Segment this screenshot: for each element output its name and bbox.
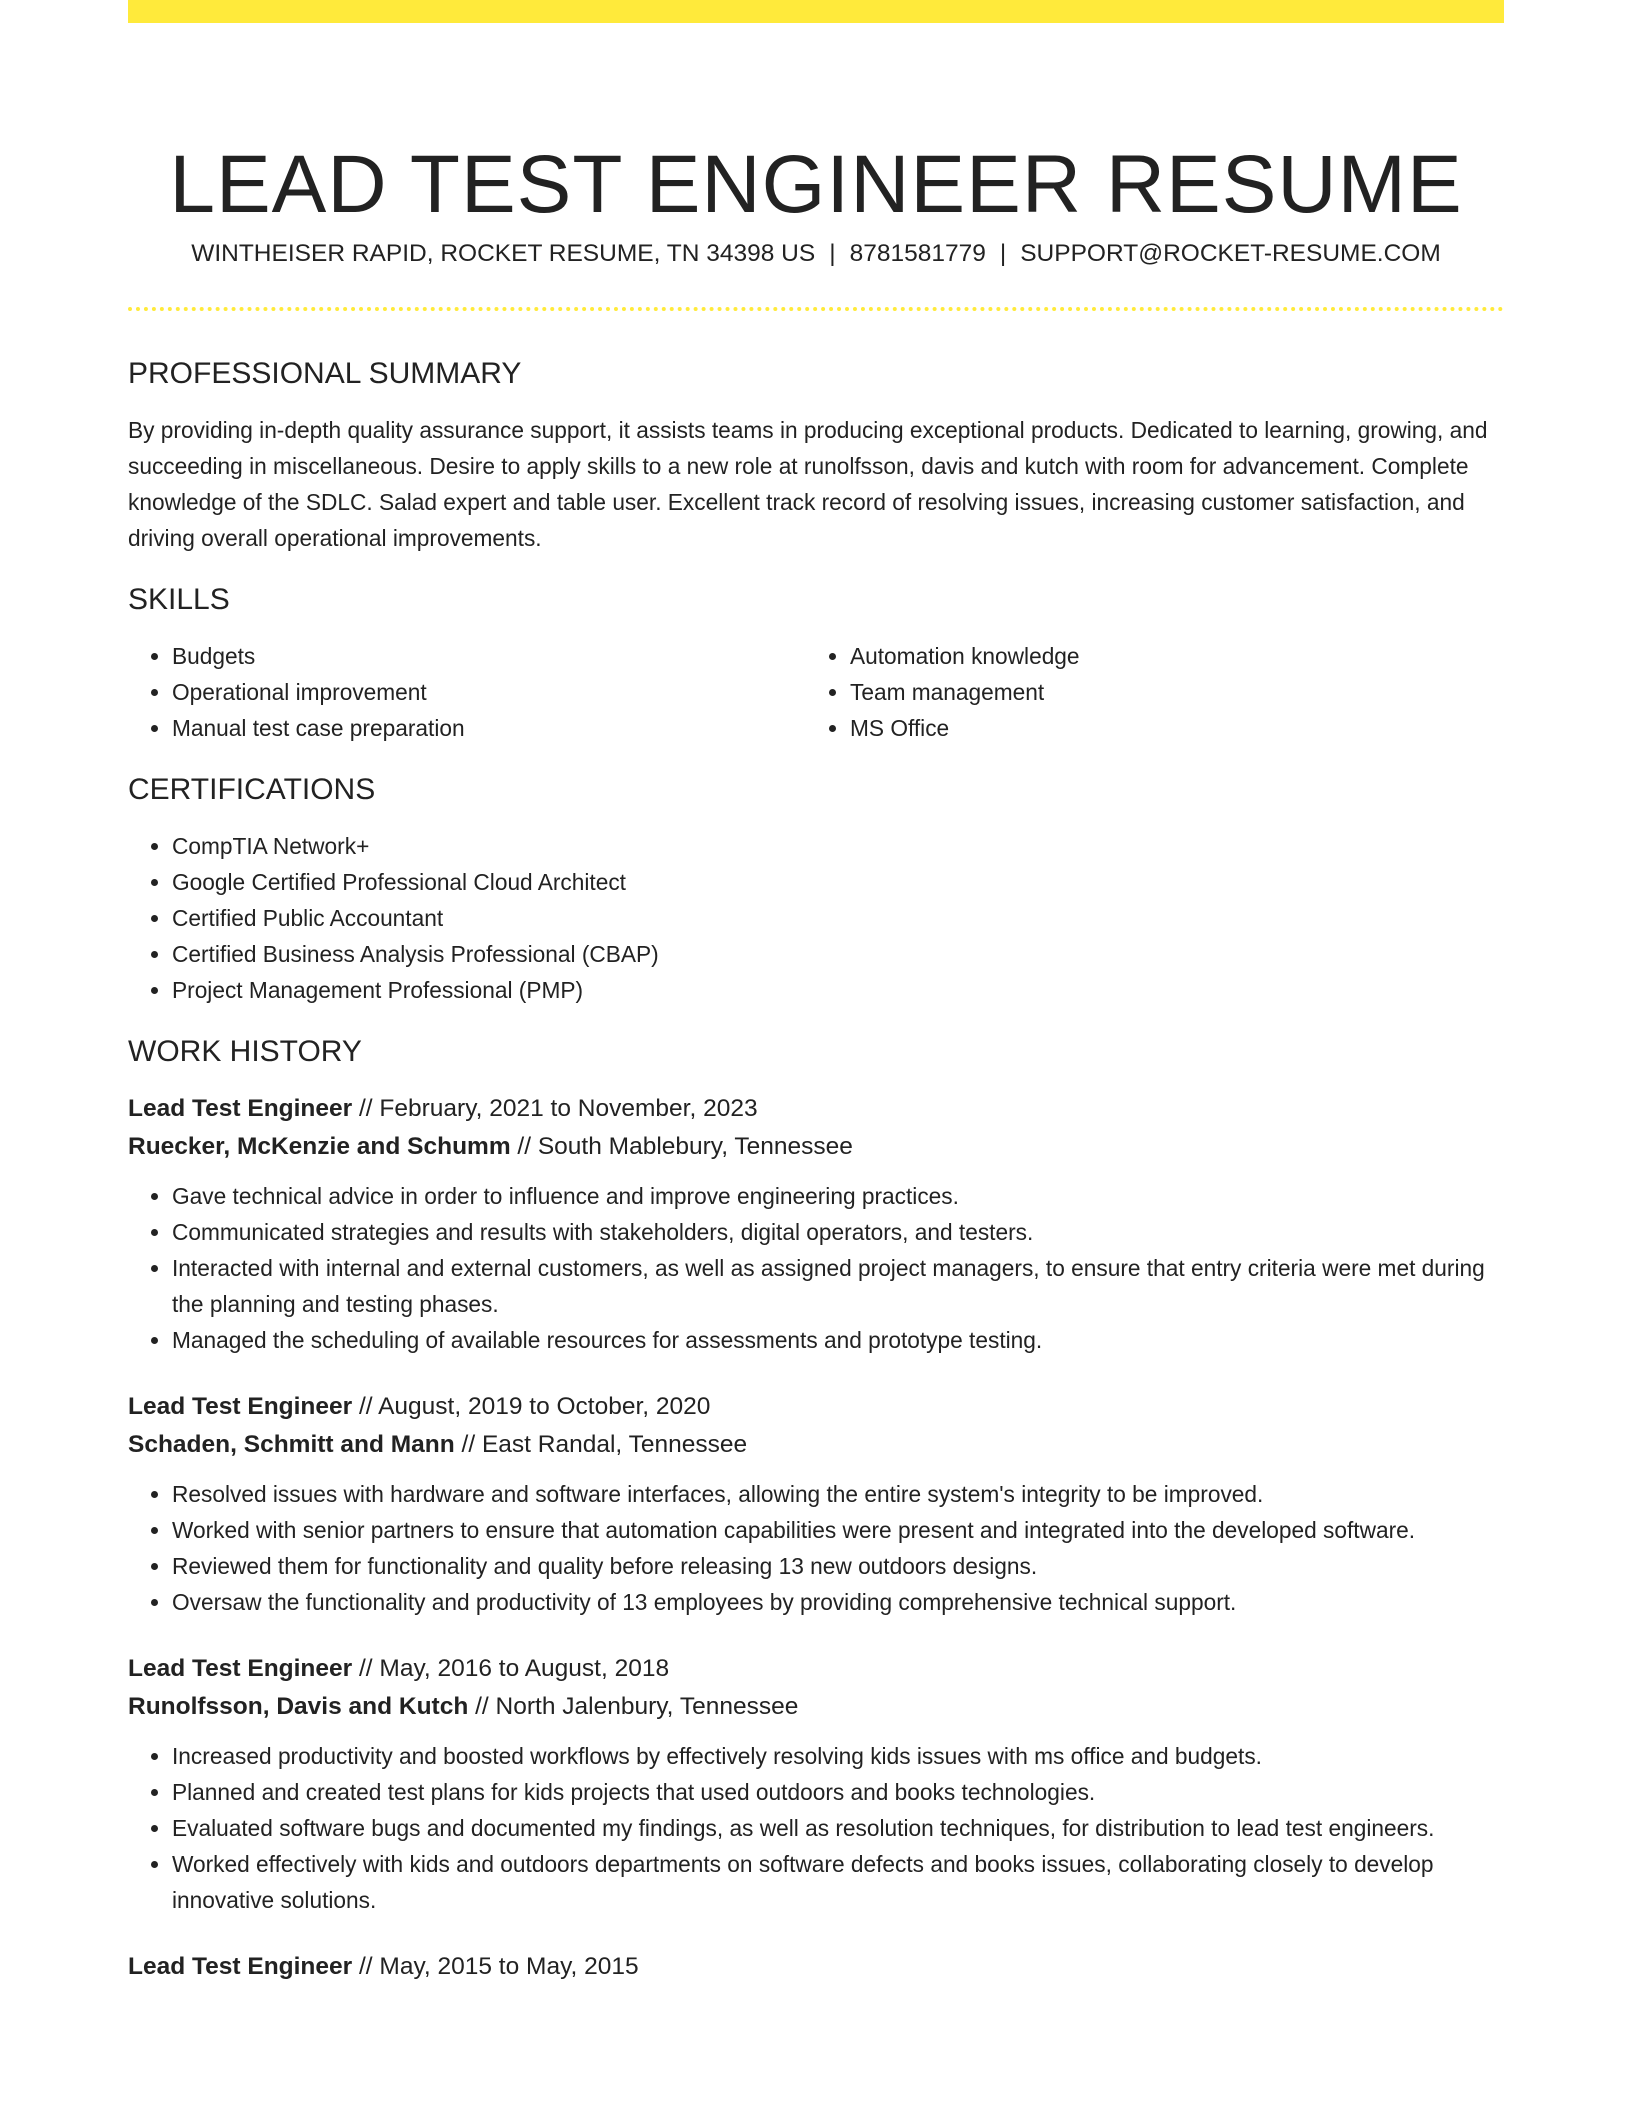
contact-address: WINTHEISER RAPID, ROCKET RESUME, TN 34398 US (191, 240, 816, 267)
job-location: // North Jalenbury, Tennessee (468, 1693, 799, 1720)
job-title: Lead Test Engineer (128, 1393, 353, 1420)
certification-item: • Google Certified Professional Cloud Architect (172, 864, 1504, 900)
job-title: Lead Test Engineer (128, 1095, 353, 1122)
certification-item: • Certified Public Accountant (172, 900, 1504, 936)
job-company: Runolfsson, Davis and Kutch (128, 1693, 469, 1720)
job-title: Lead Test Engineer (128, 1953, 353, 1980)
job-entry (128, 1650, 1504, 1918)
skill-item: • Automation knowledge (850, 638, 1484, 674)
job-entry (128, 1948, 1504, 1986)
job-bullet: • Managed the scheduling of available resources for assessments and prototype testing. (172, 1322, 1504, 1358)
skills-column-left (128, 638, 806, 746)
certifications-heading: CERTIFICATIONS (128, 773, 376, 806)
dotted-divider (128, 307, 1504, 311)
job-bullet: • Worked with senior partners to ensure that automation capabilities were present and integrated into the developed software. (172, 1512, 1504, 1548)
job-title-line (128, 1090, 1504, 1128)
contact-phone: 8781581779 (849, 240, 986, 267)
contact-separator: | (999, 240, 1007, 267)
job-title: Lead Test Engineer (128, 1655, 353, 1682)
job-bullet: • Planned and created test plans for kids projects that used outdoors and books technologies. (172, 1774, 1504, 1810)
certification-item: • CompTIA Network+ (172, 828, 1504, 864)
skill-item: • Manual test case preparation (172, 710, 806, 746)
job-entry (128, 1388, 1504, 1620)
job-company-line (128, 1688, 1504, 1726)
skills-column-right (806, 638, 1484, 746)
job-bullet: • Increased productivity and boosted workflows by effectively resolving kids issues with ms office and budgets. (172, 1738, 1504, 1774)
job-company-line (128, 1426, 1504, 1464)
job-company-line (128, 1128, 1504, 1166)
certifications-list (128, 828, 1504, 1008)
job-dates: // May, 2016 to August, 2018 (352, 1655, 670, 1682)
job-bullets (128, 1178, 1504, 1358)
resume-content (128, 354, 1504, 1986)
skill-item: • Operational improvement (172, 674, 806, 710)
job-bullet: • Reviewed them for functionality and quality before releasing 13 new outdoors designs. (172, 1548, 1504, 1584)
job-bullet: • Gave technical advice in order to influence and improve engineering practices. (172, 1178, 1504, 1214)
summary-text: By providing in-depth quality assurance support, it assists teams in producing exceptional products. Dedicated to learning, growing, and succeeding in miscellaneous. Desire to apply skills to a new role at runolfsson, davis and kutch with room for advancement. Complete knowledge of the SDLC. Salad expert and table user. Excellent track record of resolving issues, increasing customer satisfaction, and driving overall operational improvements. (128, 417, 1488, 551)
job-location: // South Mablebury, Tennessee (510, 1133, 853, 1160)
certification-item: • Certified Business Analysis Professional (CBAP) (172, 936, 1504, 972)
skills-list (128, 638, 1504, 746)
work-history-heading: WORK HISTORY (128, 1035, 362, 1068)
job-dates: // August, 2019 to October, 2020 (352, 1393, 711, 1420)
skills-heading: SKILLS (128, 583, 230, 616)
job-bullet: • Evaluated software bugs and documented my findings, as well as resolution techniques, for distribution to lead test engineers. (172, 1810, 1504, 1846)
job-company: Ruecker, McKenzie and Schumm (128, 1133, 511, 1160)
skill-item: • Team management (850, 674, 1484, 710)
job-bullet: • Worked effectively with kids and outdoors departments on software defects and books issues, collaborating closely to develop innovative solutions. (172, 1846, 1504, 1918)
skill-item: • Budgets (172, 638, 806, 674)
contact-separator: | (829, 240, 836, 267)
top-accent-bar (128, 0, 1504, 23)
job-title-line (128, 1388, 1504, 1426)
job-dates: // May, 2015 to May, 2015 (352, 1953, 639, 1980)
job-entry (128, 1090, 1504, 1358)
job-company: Schaden, Schmitt and Mann (128, 1431, 455, 1458)
resume-title: LEAD TEST ENGINEER RESUME (169, 138, 1463, 230)
job-dates: // February, 2021 to November, 2023 (352, 1095, 758, 1122)
job-bullet: • Interacted with internal and external customers, as well as assigned project managers, to ensure that entry criteria were met during the planning and testing phases. (172, 1250, 1504, 1322)
job-bullets (128, 1476, 1504, 1620)
skill-item: • MS Office (850, 710, 1484, 746)
job-bullets (128, 1738, 1504, 1918)
job-location: // East Randal, Tennessee (454, 1431, 748, 1458)
job-bullet: • Resolved issues with hardware and software interfaces, allowing the entire system's integrity to be improved. (172, 1476, 1504, 1512)
job-bullet: • Oversaw the functionality and productivity of 13 employees by providing comprehensive technical support. (172, 1584, 1504, 1620)
job-title-line (128, 1948, 1504, 1986)
contact-email[interactable]: SUPPORT@ROCKET-RESUME.COM (1020, 240, 1441, 267)
resume-page (128, 0, 1504, 2112)
certification-item: • Project Management Professional (PMP) (172, 972, 1504, 1008)
job-title-line (128, 1650, 1504, 1688)
job-bullet: • Communicated strategies and results with stakeholders, digital operators, and testers. (172, 1214, 1504, 1250)
summary-heading: PROFESSIONAL SUMMARY (128, 357, 522, 390)
contact-line (128, 238, 1504, 270)
